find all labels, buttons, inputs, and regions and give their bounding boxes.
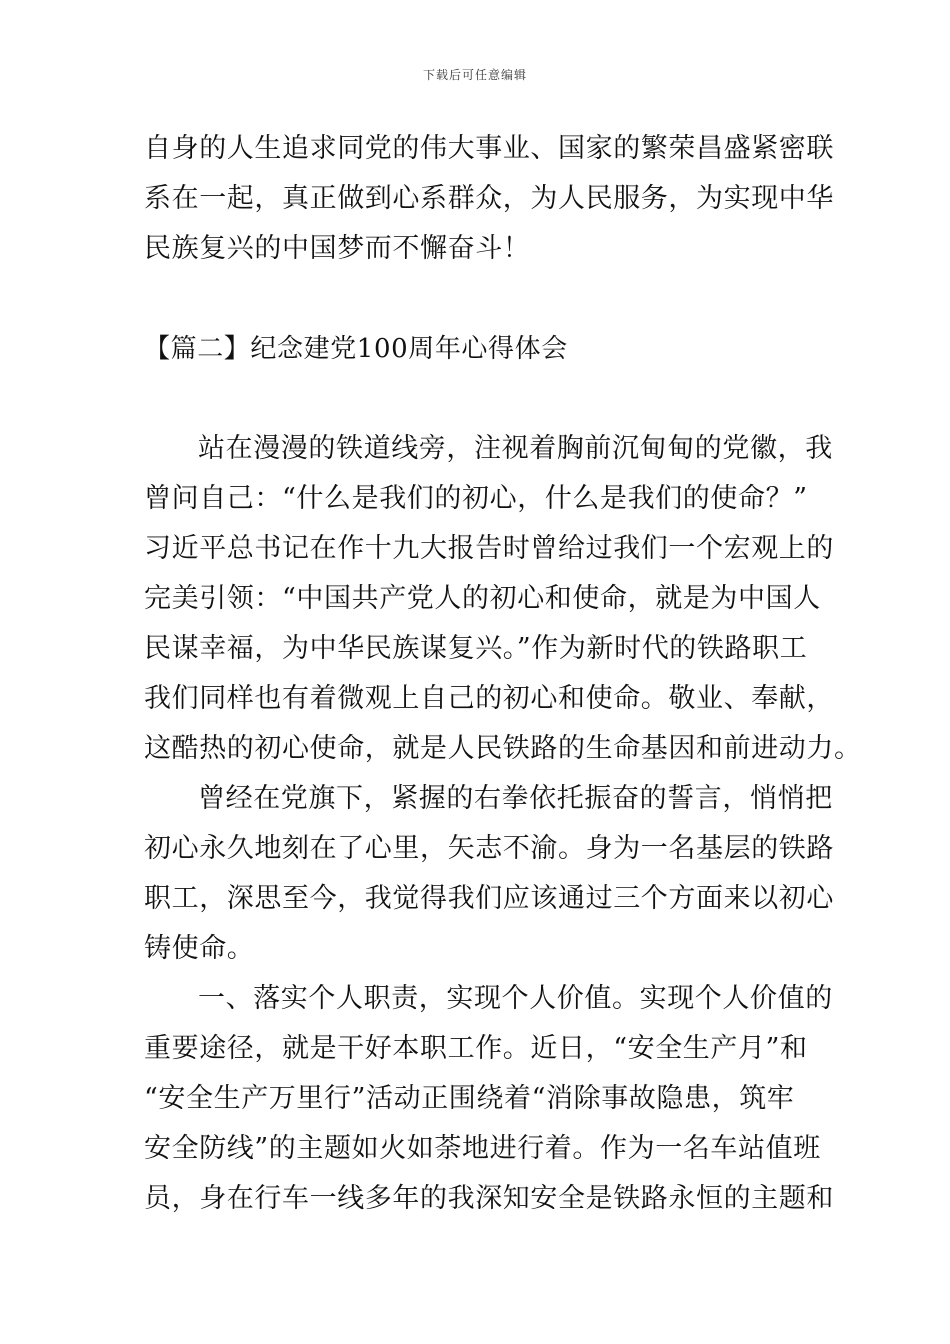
text-line: 民谋幸福，为中华民族谋复兴。”作为新时代的铁路职工 xyxy=(144,633,808,664)
text-line: 这酷热的初心使命，就是人民铁路的生命基因和前进动力。 xyxy=(144,733,862,764)
text-line: 曾问自己：“什么是我们的初心，什么是我们的使命？” xyxy=(144,483,808,514)
text-line: 民族复兴的中国梦而不懈奋斗！ xyxy=(144,233,531,264)
text-line: 重要途径，就是干好本职工作。近日，“安全生产月”和 xyxy=(144,1033,808,1064)
text-line: 我们同样也有着微观上自己的初心和使命。敬业、奉献， xyxy=(144,683,834,714)
text-line: 完美引领：“中国共产党人的初心和使命，就是为中国人 xyxy=(144,583,821,614)
text-line: 自身的人生追求同党的伟大事业、国家的繁荣昌盛紧密联 xyxy=(144,133,834,164)
text-line: 铸使命。 xyxy=(144,933,255,964)
text-line: “安全生产万里行”活动正围绕着“消除事故隐患，筑牢 xyxy=(144,1083,795,1114)
text-line: 职工，深思至今，我觉得我们应该通过三个方面来以初心 xyxy=(144,883,834,914)
text-line: 安全防线”的主题如火如荼地进行着。作为一名车站值班 xyxy=(144,1133,821,1164)
text-line: 一、落实个人职责，实现个人价值。实现个人价值的 xyxy=(198,983,833,1014)
text-line: 系在一起，真正做到心系群众，为人民服务，为实现中华 xyxy=(144,183,834,214)
text-line: 曾经在党旗下，紧握的右拳依托振奋的誓言，悄悄把 xyxy=(198,783,833,814)
page-header-note: 下载后可任意编辑 xyxy=(422,68,527,82)
text-line: 站在漫漫的铁道线旁，注视着胸前沉甸甸的党徽，我 xyxy=(198,433,833,464)
section-heading: 【篇二】纪念建党100周年心得体会 xyxy=(144,334,568,364)
text-line: 员，身在行车一线多年的我深知安全是铁路永恒的主题和 xyxy=(144,1183,834,1214)
text-line: 初心永久地刻在了心里，矢志不渝。身为一名基层的铁路 xyxy=(144,833,834,864)
text-line: 习近平总书记在作十九大报告时曾给过我们一个宏观上的 xyxy=(144,533,834,564)
